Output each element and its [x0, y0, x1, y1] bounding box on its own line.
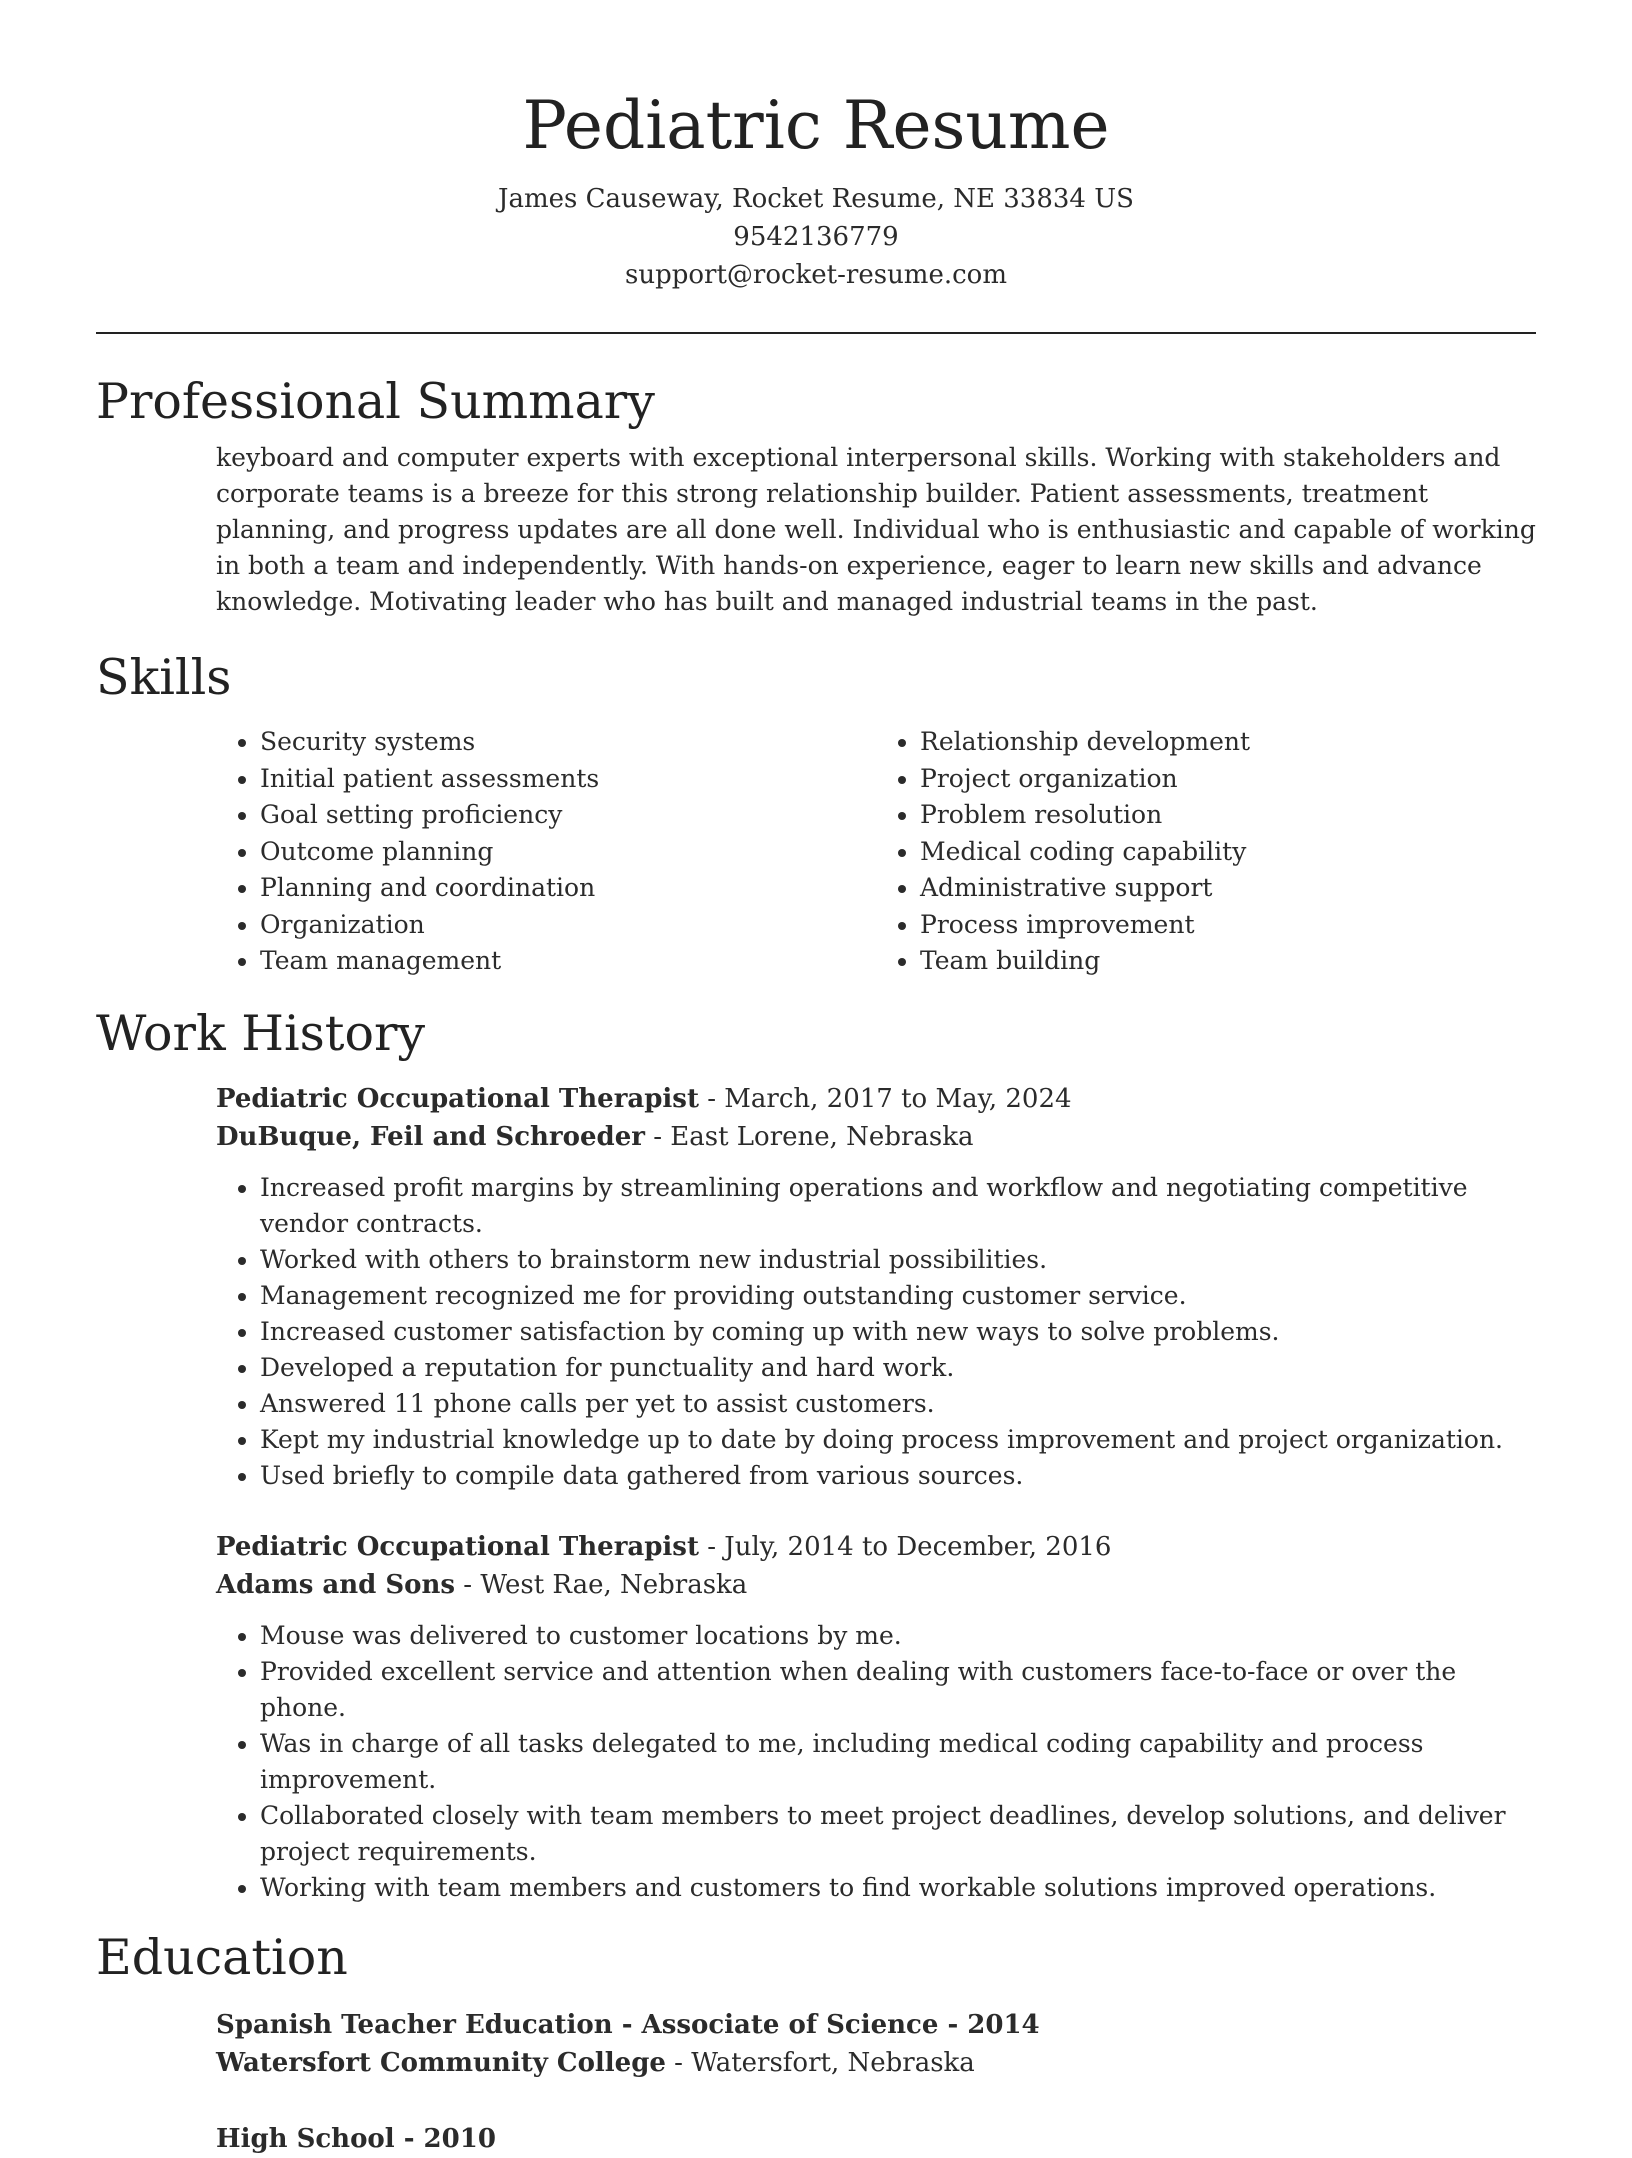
header-divider	[96, 332, 1536, 334]
job-location: - East Lorene, Nebraska	[644, 1121, 974, 1152]
section-heading-summary: Professional Summary	[96, 373, 655, 430]
skill-item: • Relationship development	[920, 724, 1536, 761]
skill-item: • Outcome planning	[260, 834, 876, 871]
job-title-line	[216, 1080, 1536, 1118]
job-title: Pediatric Occupational Therapist	[216, 1531, 699, 1562]
skill-item: • Problem resolution	[920, 797, 1536, 834]
job-company-line	[216, 1566, 1536, 1604]
job-bullets	[216, 1170, 1536, 1494]
skill-item: • Team building	[920, 943, 1536, 980]
job-title-line	[216, 1528, 1536, 1566]
page-title: Pediatric Resume	[522, 87, 1110, 164]
job-company-line	[216, 1118, 1536, 1156]
job-bullets	[216, 1618, 1536, 1906]
section-heading-skills: Skills	[96, 649, 232, 706]
job-location: - West Rae, Nebraska	[455, 1569, 748, 1600]
education-degree: High School - 2010	[216, 2123, 496, 2154]
job-entry	[216, 1528, 1536, 1906]
skill-item: • Organization	[260, 907, 876, 944]
education-entry	[216, 2120, 1536, 2158]
resume-page	[96, 0, 1536, 2158]
job-company: Adams and Sons	[216, 1569, 456, 1600]
job-bullet: • Management recognized me for providing outstanding customer service.	[260, 1278, 1536, 1314]
contact-block	[96, 180, 1536, 294]
skill-item: • Goal setting proficiency	[260, 797, 876, 834]
job-bullet: • Worked with others to brainstorm new industrial possibilities.	[260, 1242, 1536, 1278]
skills-column-right	[876, 724, 1536, 980]
skill-item: • Team management	[260, 943, 876, 980]
job-bullet: • Answered 11 phone calls per yet to assist customers.	[260, 1386, 1536, 1422]
skills-list	[216, 724, 1536, 980]
job-bullet: • Collaborated closely with team members to meet project deadlines, develop solutions, and deliver project requirements.	[260, 1798, 1536, 1870]
education-entry	[216, 2006, 1536, 2082]
job-bullet: • Increased customer satisfaction by coming up with new ways to solve problems.	[260, 1314, 1536, 1350]
section-heading-work-history: Work History	[96, 1004, 426, 1062]
job-company: DuBuque, Feil and Schroeder	[216, 1121, 645, 1152]
summary-text: keyboard and computer experts with exceptional interpersonal skills. Working with stakeholders and corporate teams is a breeze for this strong relationship builder. Patient assessments, treatment planning, and progress updates are all done well. Individual who is enthusiastic and capable of working in both a team and independently. With hands-on experience, eager to learn new skills and advance knowledge. Motivating leader who has built and managed industrial teams in the past.	[216, 443, 1536, 616]
job-bullet: • Increased profit margins by streamlining operations and workflow and negotiating competitive vendor contracts.	[260, 1170, 1536, 1242]
contact-address: James Causeway, Rocket Resume, NE 33834 US	[498, 184, 1134, 214]
contact-email: support@rocket-resume.com	[624, 260, 1007, 290]
job-bullet: • Kept my industrial knowledge up to date by doing process improvement and project organization.	[260, 1422, 1536, 1458]
skill-item: • Security systems	[260, 724, 876, 761]
contact-phone: 9542136779	[733, 222, 899, 252]
job-bullet: • Provided excellent service and attention when dealing with customers face-to-face or over the phone.	[260, 1654, 1536, 1726]
job-bullet: • Mouse was delivered to customer locations by me.	[260, 1618, 1536, 1654]
job-dates: - July, 2014 to December, 2016	[698, 1531, 1112, 1562]
skill-item: • Administrative support	[920, 870, 1536, 907]
job-bullet: • Working with team members and customers to find workable solutions improved operations.	[260, 1870, 1536, 1906]
job-bullet: • Was in charge of all tasks delegated to me, including medical coding capability and process improvement.	[260, 1726, 1536, 1798]
job-bullet: • Used briefly to compile data gathered from various sources.	[260, 1458, 1536, 1494]
education-location: - Watersfort, Nebraska	[665, 2047, 975, 2078]
skill-item: • Initial patient assessments	[260, 761, 876, 798]
job-dates: - March, 2017 to May, 2024	[698, 1083, 1072, 1114]
job-title: Pediatric Occupational Therapist	[216, 1083, 699, 1114]
skill-item: • Medical coding capability	[920, 834, 1536, 871]
education-school-line	[216, 2044, 1536, 2082]
skill-item: • Planning and coordination	[260, 870, 876, 907]
skill-item: • Project organization	[920, 761, 1536, 798]
job-entry	[216, 1080, 1536, 1494]
section-heading-education: Education	[96, 1928, 348, 1986]
education-degree: Spanish Teacher Education - Associate of Science - 2014	[216, 2009, 1040, 2040]
skills-column-left	[216, 724, 876, 980]
job-bullet: • Developed a reputation for punctuality and hard work.	[260, 1350, 1536, 1386]
skill-item: • Process improvement	[920, 907, 1536, 944]
education-school: Watersfort Community College	[216, 2047, 666, 2078]
